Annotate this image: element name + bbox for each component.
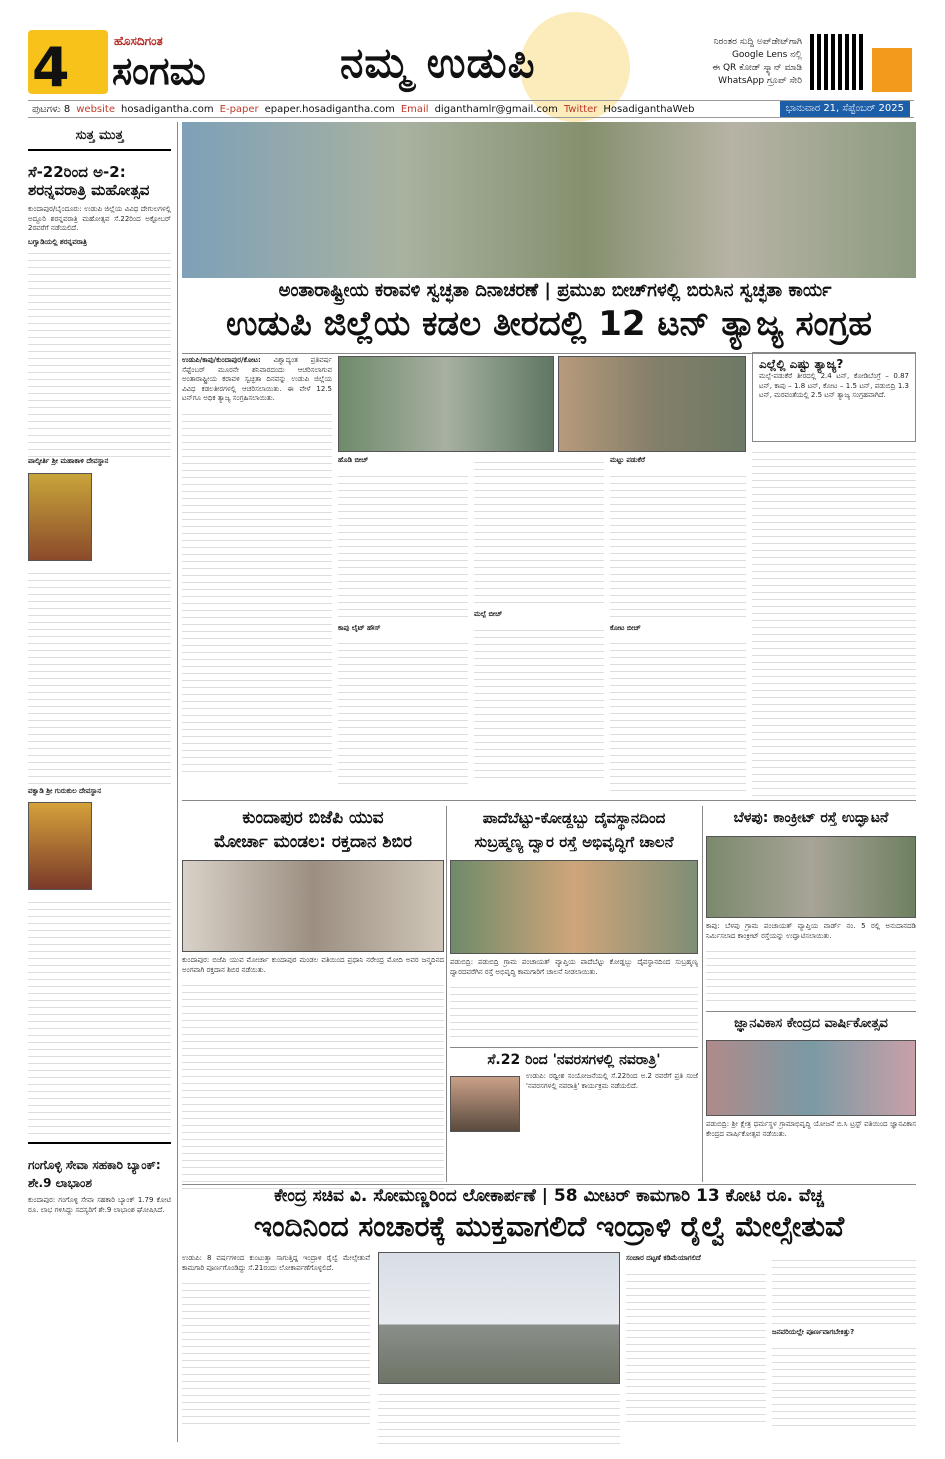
text-filler [182,1277,370,1427]
divider [182,1184,916,1185]
text-filler [772,1342,916,1432]
anniversary-photo [706,1040,916,1116]
lead-subhead: ಮಟ್ಟು ಪಡುಕೆರೆ [610,456,645,464]
column-divider [446,806,447,1182]
story-headline: ಪಾದೆಬೆಟ್ಟು-ಕೋಡ್ದಬ್ಬು ದೈವಸ್ಥಾನದಿಂದ [482,809,666,827]
story-body: ಕುಂದಾಪುರ: ಗಂಗೊಳ್ಳಿ ಸೇವಾ ಸಹಕಾರಿ ಬ್ಯಾಂಕ್ 1.79 ಕೋಟಿ ರೂ. ಲಾಭ ಗಳಿಸಿದ್ದು ಸದಸ್ಯರಿಗೆ ಶೇ.9 ಲಾಭಾಂಶ ಘೋಷಿಸಿದೆ. [28,1196,171,1214]
lead-subhead: ಹೊಡಿ ಬೀಚ್ [338,456,369,464]
lead-body: ವಿಶ್ವಾದ್ಯಂತ ಪ್ರತಿವರ್ಷ ಸೆಪ್ಟೆಂಬರ್ ಮೂರನೇ ಶನಿವಾರದಂದು ಆಚರಿಸಲಾಗುವ ಅಂತಾರಾಷ್ಟ್ರೀಯ ಕರಾವಳಿ ಸ್ವಚ್ಛತಾ ದಿನವನ್ನು ಉಡುಪಿ ಜಿಲ್ಲೆಯ ವಿವಿಧ ಕಡಲತೀರಗಳಲ್ಲಿ ಆಚರಿಸಲಾಯಿತು. ಈ ವೇಳೆ 12.5 ಟನ್‌ಗೂ ಅಧಿಕ ತ್ಯಾಜ್ಯ ಸಂಗ್ರಹಿಸಲಾಯಿತು. [182,356,332,402]
bottom-column-4 [772,1254,916,1444]
story-body: ಉಡುಪಿ: ರಥ್ವೀಶ ಸಂಯೋಜನೆಯಲ್ಲಿ ಸೆ.22ರಿಂದ ಅ.2 ರವರೆಗೆ ಪ್ರತಿ ಸಂಜೆ 'ನವರಸಗಳಲ್ಲಿ ನವರಾತ್ರಿ' ಕಾರ್ಯಕ್ರಮ ನಡೆಯಲಿದೆ. [526,1072,698,1090]
text-filler [28,567,171,787]
text-filler [706,945,916,1005]
bottom-headline: ಇಂದಿನಿಂದ ಸಂಚಾರಕ್ಕೆ ಮುಕ್ತವಾಗಲಿದೆ ಇಂದ್ರಾಳಿ ರೈಲ್ವೆ ಮೇಲ್ಸೇತುವೆ [253,1210,845,1243]
story-subhead: ಪಾಲ್ಕೀರ್ತಿ ಶ್ರೀ ಮಹಾಕಾಳಿ ದೇವಸ್ಥಾನ [28,457,109,465]
story-subhead: ಸಂಚಾರ ದಟ್ಟಣೆ ಕಡಿಮೆಯಾಗಲಿದೆ [626,1254,701,1262]
qr-line: ಈ QR ಕೋಡ್ ಸ್ಕ್ಯಾನ್ ಮಾಡಿ [712,63,802,73]
lead-column-2 [338,456,468,796]
lead-subhead: ಕೋಟ ಬೀಚ್ [610,623,641,632]
brand-big: ಸಂಗಮ [112,48,206,93]
text-filler [28,896,171,1136]
bottom-strap: ಕೇಂದ್ರ ಸಚಿವ ವಿ. ಸೋಮಣ್ಣರಿಂದ ಲೋಕಾರ್ಪಣೆ | 58 ಮೀಟರ್ ಕಾಮಗಾರಿ 13 ಕೋಟಿ ರೂ. ವೆಚ್ಚ [274,1186,824,1206]
sidebox-title: ಎಲ್ಲೆಲ್ಲಿ ಎಷ್ಟು ತ್ಯಾಜ್ಯ? [759,357,844,371]
page-count: ಪುಟಗಳು 8 [32,103,71,115]
left-column [28,122,178,1442]
text-filler [182,408,332,778]
blood-donation-photo [182,860,444,952]
concrete-road-photo [706,836,916,918]
story-headline: ಜ್ಞಾನವಿಕಾಸ ಕೇಂದ್ರದ ವಾರ್ಷಿಕೋತ್ಸವ [734,1016,888,1031]
qr-line: Google Lens ನಲ್ಲಿ [731,50,802,60]
text-filler [474,456,604,606]
text-filler [338,470,468,620]
story-subhead: ಜನವರಿಯಲ್ಲೇ ಪೂರ್ಣವಾಗಬೇಕಿತ್ತು? [772,1328,855,1336]
story-headline: ಸುಬ್ರಹ್ಮಣ್ಯ ದ್ವಾರ ರಸ್ತೆ ಅಭಿವೃದ್ಧಿಗೆ ಚಾಲನೆ [474,833,674,851]
bottom-column-1 [182,1254,370,1444]
portrait-photo [450,1076,520,1132]
lead-headline: ಉಡುಪಿ ಜಿಲ್ಲೆಯ ಕಡಲ ತೀರದಲ್ಲಿ 12 ಟನ್ ತ್ಯಾಜ್ಯ ಸಂಗ್ರಹ [182,304,916,354]
text-filler [772,1254,916,1324]
lead-strap: ಅಂತಾರಾಷ್ಟ್ರೀಯ ಕರಾವಳಿ ಸ್ವಚ್ಛತಾ ದಿನಾಚರಣೆ | ಪ್ರಮುಖ ಬೀಚ್‌ಗಳಲ್ಲಿ ಬಿರುಸಿನ ಸ್ವಚ್ಛತಾ ಕಾರ್ಯ [278,280,832,301]
dateline: ಉಡುಪಿ/ಕಾಪು/ಕುಂದಾಪುರ/ಕೋಟ: [182,356,261,364]
epaper-link[interactable]: epaper.hosadigantha.com [264,103,395,115]
text-filler [610,470,746,620]
beach-cleanup-photo [182,122,916,278]
epaper-label: E-paper [219,103,259,115]
page-number: 4 [32,36,70,99]
text-filler [610,637,746,797]
email-label: Email [400,103,429,115]
story-title: ಗಂಗೊಳ್ಳಿ ಸೇವಾ ಸಹಕಾರಿ ಬ್ಯಾಂಕ್: ಶೇ.9 ಲಾಭಾಂಶ [28,1158,161,1190]
qr-line: WhatsApp ಗ್ರೂಪ್ ಸೇರಿ [718,76,802,86]
website-link[interactable]: hosadigantha.com [120,103,214,115]
text-filler [28,247,171,457]
story-subhead: ಬಗ್ವಾಡಿಯಲ್ಲಿ ಶರನ್ನವರಾತ್ರಿ [28,237,87,246]
lead-column-1 [182,356,332,796]
story-headline: ಮೋರ್ಚಾ ಮಂಡಲ: ರಕ್ತದಾನ ಶಿಬಿರ [213,832,413,852]
twitter-link[interactable]: HosadiganthaWeb [603,103,695,115]
column-header: ಸುತ್ತ ಮುತ್ತ [28,122,171,151]
story-body: ಕುಂದಾಪುರ/ಬೈಂದೂರು: ಉಡುಪಿ ಜಿಲ್ಲೆಯ ವಿವಿಧ ದೇಗುಲಗಳಲ್ಲಿ ಅದ್ದೂರಿ ಶರನ್ನವರಾತ್ರಿ ಮಹೋತ್ಸವ ಸೆ.22ರಿಂದ ಅಕ್ಟೋಬರ್ 2ರವರೆಗೆ ನಡೆಯಲಿದೆ. [28,205,171,232]
orange-block [872,48,912,92]
story-headline: ಬೆಳಪು: ಕಾಂಕ್ರೀಟ್ ರಸ್ತೆ ಉದ್ಘಾಟನೆ [733,810,889,826]
cleanup-photo [558,356,746,452]
page-title: ನಮ್ಮ ಉಡುಪಿ [340,38,536,87]
belapu-story [706,806,916,1139]
twitter-label: Twitter [563,103,598,115]
text-filler [182,979,444,1189]
story-body: ಪಡುಬಿದ್ರಿ: ಪಡುಬಿದ್ರಿ ಗ್ರಾಮ ಪಂಚಾಯತ್ ವ್ಯಾಪ್ತಿಯ ಪಾದೆಬೆಟ್ಟು ಕೋಡ್ದಬ್ಬು ದೈವಸ್ಥಾನದಿಂದ ಸುಬ್ರಹ್ಮಣ್ಯ ದ್ವಾರದವರೆಗಿನ ರಸ್ತೆ ಅಭಿವೃದ್ಧಿ ಕಾಮಗಾರಿಗೆ ಚಾಲನೆ ನೀಡಲಾಯಿತು. [450,958,698,976]
text-filler [338,637,468,787]
story-headline: ಕುಂದಾಪುರ ಬಿಜೆಪಿ ಯುವ [242,808,384,828]
text-filler [752,446,916,796]
issue-date: ಭಾನುವಾರ 21, ಸೆಪ್ಟೆಂಬರ್ 2025 [780,101,910,117]
website-label: website [76,103,115,115]
divider [182,800,916,801]
deity-photo [28,802,92,890]
bottom-column-3 [626,1254,766,1444]
waste-sidebox [752,352,916,442]
road-ceremony-photo [450,860,698,954]
qr-line: ನಿರಂತರ ಸುದ್ದಿ ಅಪ್‌ಡೇಟ್‌ಗಾಗಿ [713,37,802,47]
road-story [450,806,698,1136]
sidebox-body: ಮಲ್ಪೆ-ಪಡುಕೆರೆ ತೀರದಲ್ಲಿ 2.4 ಟನ್, ಕೋಡಿಬೆಂಗ್ರೆ – 0.87 ಟನ್, ಕಾಪು – 1.8 ಟನ್, ಕೋಟ – 1.5 ಟನ್, ಪಡುಬಿದ್ರಿ 1.3 ಟನ್, ಮರವಂತೆಯಲ್ಲಿ 2.5 ಟನ್ ತ್ಯಾಜ್ಯ ಸಂಗ್ರಹವಾಗಿದೆ. [759,372,909,399]
info-bar [28,100,914,118]
text-filler [378,1388,620,1444]
qr-caption [682,36,802,88]
story-subhead: ವಕ್ವಾಡಿ ಶ್ರೀ ಗುರುಕುಲ ದೇವಸ್ಥಾನ [28,786,102,795]
brand-small: ಹೊಸದಿಗಂತ [114,34,163,48]
cleanup-photo [338,356,554,452]
text-filler [450,981,698,1041]
qr-code-icon[interactable] [810,34,866,90]
story-body: ಪಡುಬಿದ್ರಿ: ಶ್ರೀ ಕ್ಷೇತ್ರ ಧರ್ಮಸ್ಥಳ ಗ್ರಾಮಾಭಿವೃದ್ಧಿ ಯೋಜನೆ ಬಿ.ಸಿ ಟ್ರಸ್ಟ್ ವತಿಯಿಂದ ಜ್ಞಾನವಿಕಾಸ ಕೇಂದ್ರದ ವಾರ್ಷಿಕೋತ್ಸವ ನಡೆಯಿತು. [706,1120,916,1138]
bjp-story [182,806,444,1189]
text-filler [626,1268,766,1428]
story-headline: ಸೆ.22 ರಿಂದ 'ನವರಸಗಳಲ್ಲಿ ನವರಾತ್ರಿ' [487,1052,661,1068]
lead-subhead: ಕಾಪು ಲೈಟ್ ಹೌಸ್ [338,623,381,632]
text-filler [474,624,604,784]
lead-column-3 [474,456,604,796]
story-title: ಸೆ-22ರಿಂದ ಅ-2: ಶರನ್ನವರಾತ್ರಿ ಮಹೋತ್ಸವ [28,163,150,199]
story-body: ಉಡುಪಿ: 8 ವರ್ಷಗಳಿಂದ ಕುಂಟುತ್ತಾ ಸಾಗುತ್ತಿದ್ದ ಇಂದ್ರಾಳಿ ರೈಲ್ವೆ ಮೇಲ್ಸೇತುವೆ ಕಾಮಗಾರಿ ಪೂರ್ಣಗೊಂಡಿದ್ದು ಸೆ.21ರಂದು ಲೋಕಾರ್ಪಣೆಗೊಳ್ಳಲಿದೆ. [182,1254,370,1272]
deity-photo [28,473,92,561]
story-body: ಕುಂದಾಪುರ: ಬಿಜೆಪಿ ಯುವ ಮೋರ್ಚಾ ಕುಂದಾಪುರ ಮಂಡಲ ವತಿಯಿಂದ ಪ್ರಧಾನಿ ನರೇಂದ್ರ ಮೋದಿ ಅವರ ಜನ್ಮದಿನದ ಅಂಗವಾಗಿ ರಕ್ತದಾನ ಶಿಬಿರ ನಡೆಯಿತು. [182,956,444,974]
email-link[interactable]: diganthamlr@gmail.com [434,103,558,115]
lead-column-4 [610,456,746,796]
column-divider [702,806,703,1182]
lead-subhead: ಮಲ್ಪೆ ಬೀಚ್ [474,610,503,618]
story-body: ಕಾಪು: ಬೆಳಪು ಗ್ರಾಮ ಪಂಚಾಯತ್ ವ್ಯಾಪ್ತಿಯ ವಾರ್ಡ್ ನಂ. 5 ರಲ್ಲಿ ಅನುದಾನದಡಿ ನಿರ್ಮಿಸಲಾದ ಕಾಂಕ್ರೀಟ್ ರಸ್ತೆಯನ್ನು ಉದ್ಘಾಟಿಸಲಾಯಿತು. [706,922,916,940]
bridge-photo [378,1252,620,1384]
